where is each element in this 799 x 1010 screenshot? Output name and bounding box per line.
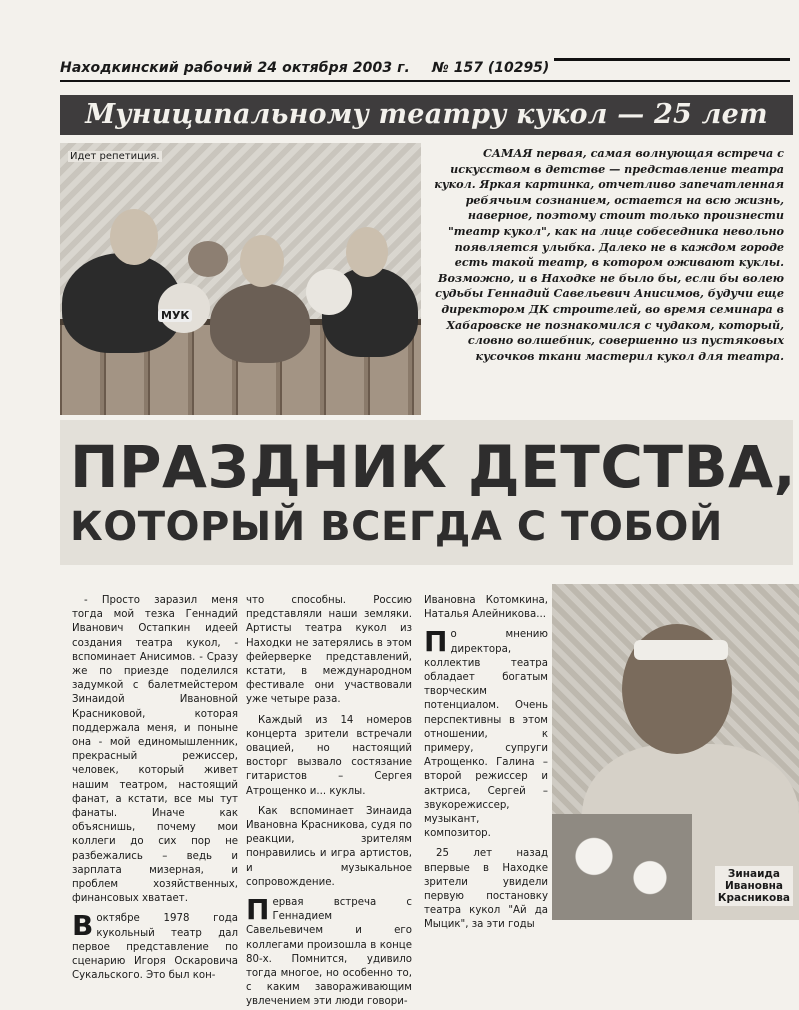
portrait-caption-line: Ивановна: [724, 880, 783, 892]
sack-puppet: [158, 283, 210, 333]
masthead-rule: [60, 80, 790, 82]
portrait-flowers: [552, 814, 692, 920]
face-left: [110, 209, 158, 265]
portrait-caption-line: Красникова: [717, 892, 790, 904]
white-puppet: [306, 269, 352, 315]
headline-line-1: ПРАЗДНИК ДЕТСТВА,: [70, 433, 797, 501]
drop-cap: В: [72, 909, 94, 943]
column-paragraph-text: октябре 1978 года кукольный театр дал первое представление по сценарию Игоря Оскаровича Сукальского. Это был кон-: [72, 913, 238, 982]
column-paragraph-text: о мнению директора, коллектив театра обладает богатым творческим потенциалом. Очень перспективны в этом отношении, к примеру, супруги Атрощенко. Галина – второй режиссер и актриса, Сергей – звукорежиссер, музыкант, композитор.: [424, 629, 548, 840]
article-column-2: [246, 594, 412, 1008]
article-column-1: [72, 594, 238, 982]
drop-cap: П: [424, 625, 448, 659]
masthead-issue-number: № 157 (10295): [432, 60, 550, 76]
column-paragraph: [424, 625, 548, 841]
portrait-caption-line: Зинаида: [727, 868, 780, 880]
portrait-photo: [552, 584, 799, 920]
masthead-top-rule: [554, 58, 790, 61]
article-column-3: [424, 594, 548, 931]
masthead-paper-date: Находкинский рабочий 24 октября 2003 г.: [60, 60, 410, 76]
column-paragraph-text: ервая встреча с Геннадием Савельевичем и его коллегами произошла в конце 80-х. Помнится, удивило тогда многое, но особенно то, с каким завораживающим увлечением эти люди говори-: [246, 897, 412, 1008]
column-paragraph: Как вспоминает Зинаида Ивановна Красникова, судя по реакции, зрителям понравились и игра артистов, и музыкальное сопровождение.: [246, 805, 412, 888]
person-middle: [210, 283, 310, 363]
column-paragraph: 25 лет назад впервые в Находке зрители увидели первую постановку театра кукол "Ай да Мыцик", за эти годы: [424, 848, 548, 931]
puppet-sign: МУК: [158, 309, 192, 322]
column-paragraph: - Просто заразил меня тогда мой тезка Геннадий Иванович Остапкин идеей создания театра кукол, - вспоминает Анисимов. - Сразу же по приезде поделился задумкой с балетмейстером Зинаидой Ивановной Красниковой, которая поддержала меня, и поныне она - мой единомышленник, прекрасный режиссер, человек, который живет нашим театром, настоящий фанат, а кстати, все мы тут фанаты. Иначе как объяснишь, почему мои коллеги до сих пор не разбежались – ведь и зарплата мизерная, и проблем хозяйственных, финансовых хватает.: [72, 595, 238, 905]
column-paragraph: Ивановна Котомкина, Наталья Алейникова...: [424, 595, 548, 621]
intro-paragraph: САМАЯ первая, самая волнующая встреча с искусством в детстве — представление театра кукол. Яркая картинка, отчетливо запечатленная ребячьим сознанием, остается на всю жизнь, наверное, поэтому стоит только произнести "театр кукол", как на лице собеседника невольно появляется улыбка. Далеко не в каждом городе есть такой театр, в котором оживают куклы. Возможно, и в Находке не было бы, если бы волею судьбы Геннадий Савельевич Анисимов, будучи еще директором ДК строителей, во время семинара в Хабаровске не познакомился с чудаком, который, словно волшебник, совершенно из пустяковых кусочков ткани мастерил кукол для театра.: [434, 146, 784, 363]
portrait-headband: [634, 640, 728, 660]
mouse-puppet: [188, 241, 228, 277]
face-right: [346, 227, 388, 277]
face-middle: [240, 235, 284, 287]
column-paragraph: что способны. Россию представляли наши земляки. Артисты театра кукол из Находки не затерялись в этом фейерверке представлений, кстати, в международном фестивале они участвовали уже четыре раза.: [246, 595, 412, 706]
portrait-caption: [715, 866, 793, 906]
rehearsal-photo: [60, 143, 421, 415]
headline-block: [60, 420, 797, 565]
section-banner: Муниципальному театру кукол — 25 лет: [60, 95, 793, 135]
headline-line-2: КОТОРЫЙ ВСЕГДА С ТОБОЙ: [70, 504, 723, 550]
masthead: [60, 58, 790, 82]
photo-caption: Идет репетиция.: [70, 151, 160, 162]
column-paragraph: [72, 909, 238, 983]
column-paragraph: Каждый из 14 номеров концерта зрители встречали овацией, но настоящий восторг вызвало состязание гитаристов – Сергея Атрощенко и... куклы.: [246, 714, 412, 797]
drop-cap: П: [246, 893, 270, 927]
column-paragraph: [246, 893, 412, 1010]
